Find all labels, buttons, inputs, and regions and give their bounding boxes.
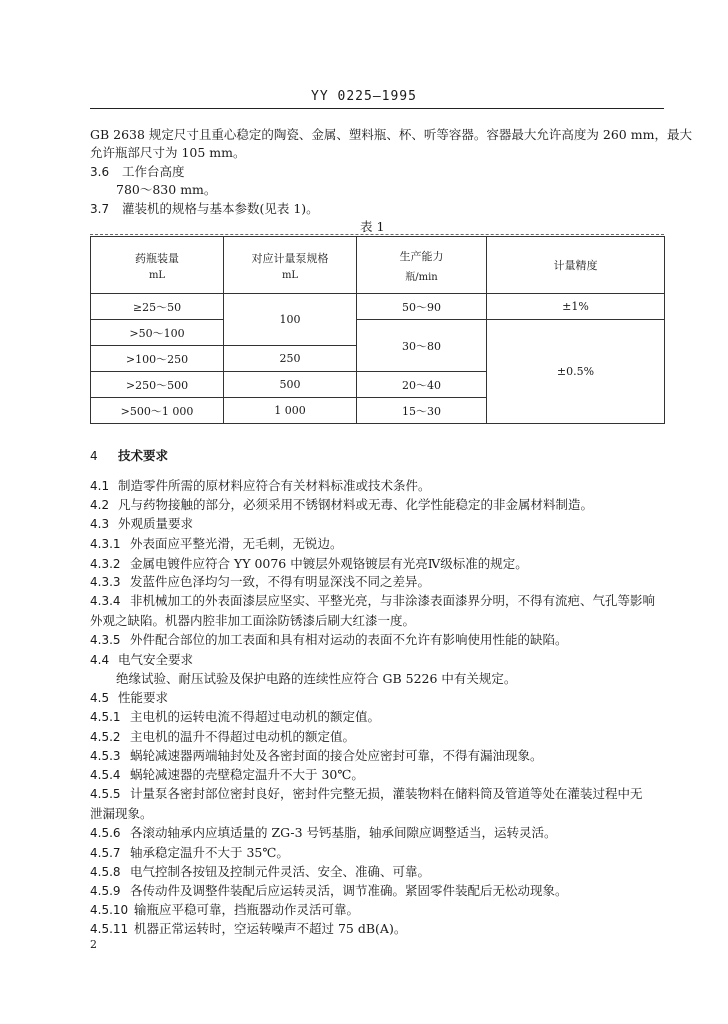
standard-id: YY 0225—1995 <box>311 89 417 104</box>
section-text: 泄漏现象。 <box>90 806 153 821</box>
section-text: 各传动件及调整件装配后应运转灵活，调节准确。紧固零件装配后无松动现象。 <box>130 883 568 898</box>
section-line <box>90 496 593 514</box>
table-cell: >500～1 000 <box>91 398 224 424</box>
section-text: 发蓝件应色泽均匀一致，不得有明显深浅不同之差异。 <box>130 574 431 589</box>
header-rule <box>90 108 664 109</box>
section-line <box>90 573 430 591</box>
section-text: 性能要求 <box>118 690 169 705</box>
section-line <box>90 631 568 649</box>
section-text: 蜗轮减速器两端轴封处及各密封面的接合处应密封可靠，不得有漏油现象。 <box>130 748 543 763</box>
section-number: 4.4 <box>90 653 110 667</box>
section-number: 3.7 <box>90 202 110 216</box>
header-cell <box>224 237 357 294</box>
section-number: 3.6 <box>90 165 110 179</box>
table-cell: 250 <box>224 346 357 372</box>
section-number: 4.5.4 <box>90 768 121 782</box>
header-label: 药瓶装量 <box>135 251 179 265</box>
section-number: 4.5.1 <box>90 710 121 724</box>
section-text: 主电机的运转电流不得超过电动机的额定值。 <box>130 709 381 724</box>
section-number: 4.5.5 <box>90 787 121 801</box>
section-line <box>90 901 359 919</box>
section-text: 非机械加工的外表面漆层应坚实、平整光亮，与非涂漆表面漆界分明，不得有流疤、气孔等影响 <box>130 593 656 608</box>
section-line <box>90 863 430 881</box>
section-number: 4.3.4 <box>90 594 121 608</box>
section-text: 主电机的温升不得超过电动机的额定值。 <box>130 729 356 744</box>
section-line <box>90 447 168 465</box>
section-number: 4.5.6 <box>90 826 121 840</box>
section-text: 各滚动轴承内应填适量的 ZG-3 号钙基脂，轴承间隙应调整适当，运转灵活。 <box>130 825 557 840</box>
section-text: 蜗轮减速器的壳壁稳定温升不大于 30℃。 <box>130 767 364 782</box>
section-number: 4.5 <box>90 691 110 705</box>
table-cell: >100～250 <box>91 346 224 372</box>
section-number: 4.5.2 <box>90 730 121 744</box>
table-cell: 500 <box>224 372 357 398</box>
section-line <box>90 689 168 707</box>
section-text: 灌装机的规格与基本参数(见表 1)。 <box>121 201 319 216</box>
section-text: 金属电镀件应符合 YY 0076 中镀层外观铬镀层有光亮Ⅳ级标准的规定。 <box>130 556 528 571</box>
section-text: 制造零件所需的原材料应符合有关材料标准或技术条件。 <box>118 478 431 493</box>
table-cell: 30～80 <box>357 320 487 372</box>
section-number: 4.5.9 <box>90 884 121 898</box>
section-text: 凡与药物接触的部分，必须采用不锈钢材料或无毒、化学性能稳定的非金属材料制造。 <box>118 497 594 512</box>
section-text: 技术要求 <box>118 448 169 463</box>
section-number: 4.1 <box>90 479 110 493</box>
page-number: 2 <box>90 938 97 951</box>
table-cell: >50～100 <box>91 320 224 346</box>
header-cell <box>357 237 487 294</box>
workbench-height-value: 780～830 mm。 <box>116 182 217 197</box>
section-text: 外件配合部位的加工表面和具有相对运动的表面不允许有影响使用性能的缺陷。 <box>130 632 568 647</box>
section-line <box>90 535 343 553</box>
section-text: 绝缘试验、耐压试验及保护电路的连续性应符合 GB 5226 中有关规定。 <box>116 671 517 686</box>
section-text: 电气控制各按钮及控制元件灵活、安全、准确、可靠。 <box>130 864 431 879</box>
section-line <box>90 766 364 784</box>
section-line <box>90 824 557 842</box>
header-label: 计量精度 <box>553 259 598 272</box>
intro-line-2: 允许瓶部尺寸为 105 mm。 <box>90 145 246 160</box>
section-number: 4.3.2 <box>90 557 121 571</box>
section-line <box>90 747 543 765</box>
section-title: 工作台高度 <box>121 164 185 179</box>
header-label: 生产能力 <box>399 249 444 263</box>
section-line <box>90 844 289 862</box>
header-label: 对应计量泵规格 <box>251 251 329 265</box>
section-number: 4.5.11 <box>90 922 129 936</box>
header-cell <box>91 237 224 294</box>
table-top-rule <box>90 234 664 235</box>
section-line <box>90 555 528 573</box>
table-cell: ±0.5% <box>487 320 665 424</box>
section-line <box>90 708 380 726</box>
section-line <box>90 477 431 495</box>
header-cell <box>487 237 665 294</box>
section-line <box>116 670 516 688</box>
section-text: 计量泵各密封部位密封良好，密封件完整无损，灌装物料在储料筒及管道等处在灌装过程中无 <box>130 786 643 801</box>
header-unit: mL <box>281 269 299 281</box>
table-cell: 100 <box>224 294 357 346</box>
section-number: 4.3 <box>90 517 110 531</box>
section-line <box>90 805 153 823</box>
section-line <box>90 612 415 630</box>
section-number: 4.5.10 <box>90 903 129 917</box>
section-line <box>90 515 193 533</box>
table-cell: ≥25～50 <box>91 294 224 320</box>
section-3-7 <box>90 200 319 218</box>
table-cell: ±1% <box>487 294 665 320</box>
table-caption: 表 1 <box>360 219 385 234</box>
section-text: 外观之缺陷。机器内腔非加工面涂防锈漆后刷大红漆一度。 <box>90 613 416 628</box>
table-row <box>91 294 665 320</box>
section-text: 电气安全要求 <box>118 652 194 667</box>
section-text: 外表面应平整光滑，无毛刺，无锐边。 <box>130 536 343 551</box>
table-cell: >250～500 <box>91 372 224 398</box>
section-3-6 <box>90 163 185 181</box>
table-cell: 50～90 <box>357 294 487 320</box>
table-header-row <box>91 237 665 294</box>
section-number: 4 <box>90 449 98 463</box>
section-number: 4.3.5 <box>90 633 121 647</box>
section-number: 4.2 <box>90 498 110 512</box>
intro-line-1: GB 2638 规定尺寸且重心稳定的陶瓷、金属、塑料瓶、杯、听等容器。容器最大允许高度为 260 mm，最大 <box>90 127 692 142</box>
section-number: 4.5.7 <box>90 846 121 860</box>
table-row <box>91 320 665 346</box>
table-cell: 20～40 <box>357 372 487 398</box>
header-unit: 瓶/min <box>405 271 438 283</box>
section-number: 4.5.3 <box>90 749 121 763</box>
section-line <box>90 785 643 803</box>
section-line <box>90 920 406 938</box>
section-number: 4.3.1 <box>90 537 121 551</box>
section-line <box>90 882 568 900</box>
spec-table <box>90 236 665 424</box>
section-number: 4.3.3 <box>90 575 121 589</box>
section-text: 外观质量要求 <box>118 516 194 531</box>
table-cell: 15～30 <box>357 398 487 424</box>
section-line <box>90 592 655 610</box>
section-text: 轴承稳定温升不大于 35℃。 <box>130 845 289 860</box>
section-line <box>90 651 193 669</box>
section-text: 输瓶应平稳可靠，挡瓶器动作灵活可靠。 <box>134 902 360 917</box>
section-text: 机器正常运转时，空运转噪声不超过 75 dB(A)。 <box>134 921 407 936</box>
header-unit: mL <box>148 269 166 281</box>
section-line <box>90 728 355 746</box>
section-number: 4.5.8 <box>90 865 121 879</box>
table-cell: 1 000 <box>224 398 357 424</box>
